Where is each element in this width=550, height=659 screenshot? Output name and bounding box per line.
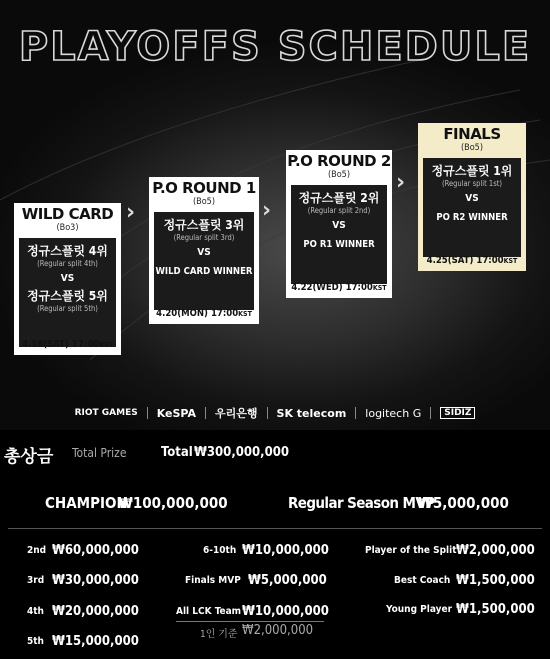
award-amount-finals-mvp: ₩5,000,000 [248,573,327,588]
placement-amount-2nd: ₩60,000,000 [52,543,139,558]
riot-games-logo: RIOT GAMES [74,408,138,418]
divider [205,407,206,419]
chevron-right-icon: › [126,200,136,225]
placement-label-5th: 5th [27,636,44,647]
award-label-best-coach: Best Coach [394,575,451,586]
stage-name: P.O ROUND 2 [287,152,391,170]
stage-format: (Bo5) [461,143,483,153]
award-amount-best-coach: ₩1,500,000 [456,573,535,588]
placement-amount-5th: ₩15,000,000 [52,634,139,649]
chevron-right-icon: › [396,170,406,195]
stage-name: P.O ROUND 1 [152,179,256,197]
divider [430,407,431,419]
placement-label-3rd: 3rd [27,575,45,586]
mvp-label: Regular Season MVP [288,494,435,512]
per-person-amount: ₩2,000,000 [242,623,314,638]
placement-amount-4th: ₩20,000,000 [52,604,139,619]
champion-amount: ₩100,000,000 [118,494,228,512]
stage-card-finals [418,123,526,271]
prize-heading-en: Total Prize [72,446,127,460]
prize-heading: 총상금 [4,447,54,467]
vs-label: VS [197,247,211,258]
award-amount-young-player: ₩1,500,000 [456,602,535,617]
sidiz-logo: SIDIZ [440,407,475,419]
page-title: PLAYOFFS SCHEDULE [18,24,532,70]
award-label-all-lck: All LCK Team [176,606,242,617]
award-label-finals-mvp: Finals MVP [185,575,241,586]
placement-amount-3rd: ₩30,000,000 [52,573,139,588]
woori-bank-logo: 우리은행 [215,407,258,420]
match-date: 4.25(SAT) 17:00KST [426,255,518,266]
match-date: 4.22(WED) 17:00KST [291,282,387,293]
champion-label: CHAMPION [45,494,128,512]
team-1-sub: (Regular split 4th) [37,259,98,268]
stage-card-round-2 [286,150,392,298]
team-2: WILD CARD WINNER [155,266,253,277]
stage-format: (Bo3) [56,223,79,233]
team-1-sub: (Regular split 3rd) [173,233,235,242]
team-1: 정규스플릿 1위 [431,164,513,178]
per-person-label: 1인 기준 [200,629,238,640]
divider [147,407,148,419]
total-label: Total [161,445,193,460]
stage-name: FINALS [443,125,501,143]
team-2: PO R1 WINNER [303,239,375,250]
stage-format: (Bo5) [328,170,350,180]
kespa-logo: KeSPA [156,406,196,420]
chevron-right-icon: › [262,198,272,223]
stage-card-wild-card [14,203,121,355]
mvp-amount: ₩5,000,000 [418,494,509,512]
matchup [291,185,387,284]
matchup [423,158,521,257]
stage-name: WILD CARD [21,205,114,223]
logitech-logo: logitech G [365,406,422,420]
team-2: PO R2 WINNER [436,212,508,223]
matchup [19,238,116,347]
stage-card-round-1 [149,177,259,324]
team-1: 정규스플릿 2위 [298,191,380,205]
award-amount-all-lck: ₩10,000,000 [242,604,329,619]
vs-label: VS [332,220,346,231]
team-1: 정규스플릿 3위 [163,218,245,232]
team-1-sub: (Regular split 2nd) [307,206,371,215]
sk-telecom-logo: SK telecom [276,406,347,420]
total-amount: ₩300,000,000 [194,445,290,460]
award-amount-6-10th: ₩10,000,000 [242,543,329,558]
sponsor-bar [0,400,550,426]
placement-label-4th: 4th [27,606,44,617]
award-label-young-player: Young Player [386,604,453,615]
all-lck-divider [176,621,324,622]
matchup [154,212,254,310]
match-date: 4.20(MON) 17:00KST [156,308,252,319]
award-label-player-of-split: Player of the Split [365,545,457,556]
prize-section [0,430,550,659]
divider [267,407,268,419]
team-1-sub: (Regular split 1st) [441,179,503,188]
team-2: 정규스플릿 5위 [27,289,108,303]
vs-label: VS [60,273,75,284]
stage-format: (Bo5) [193,197,215,207]
award-label-6-10th: 6-10th [203,545,237,556]
award-amount-player-of-split: ₩2,000,000 [456,543,535,558]
divider [355,407,356,419]
match-date: 4.18(SAT) 17:00KST [22,339,113,350]
placement-label-2nd: 2nd [27,545,47,556]
prize-divider [8,528,542,529]
team-1: 정규스플릿 4위 [27,244,108,258]
vs-label: VS [465,193,479,204]
team-2-sub: (Regular split 5th) [37,304,98,313]
